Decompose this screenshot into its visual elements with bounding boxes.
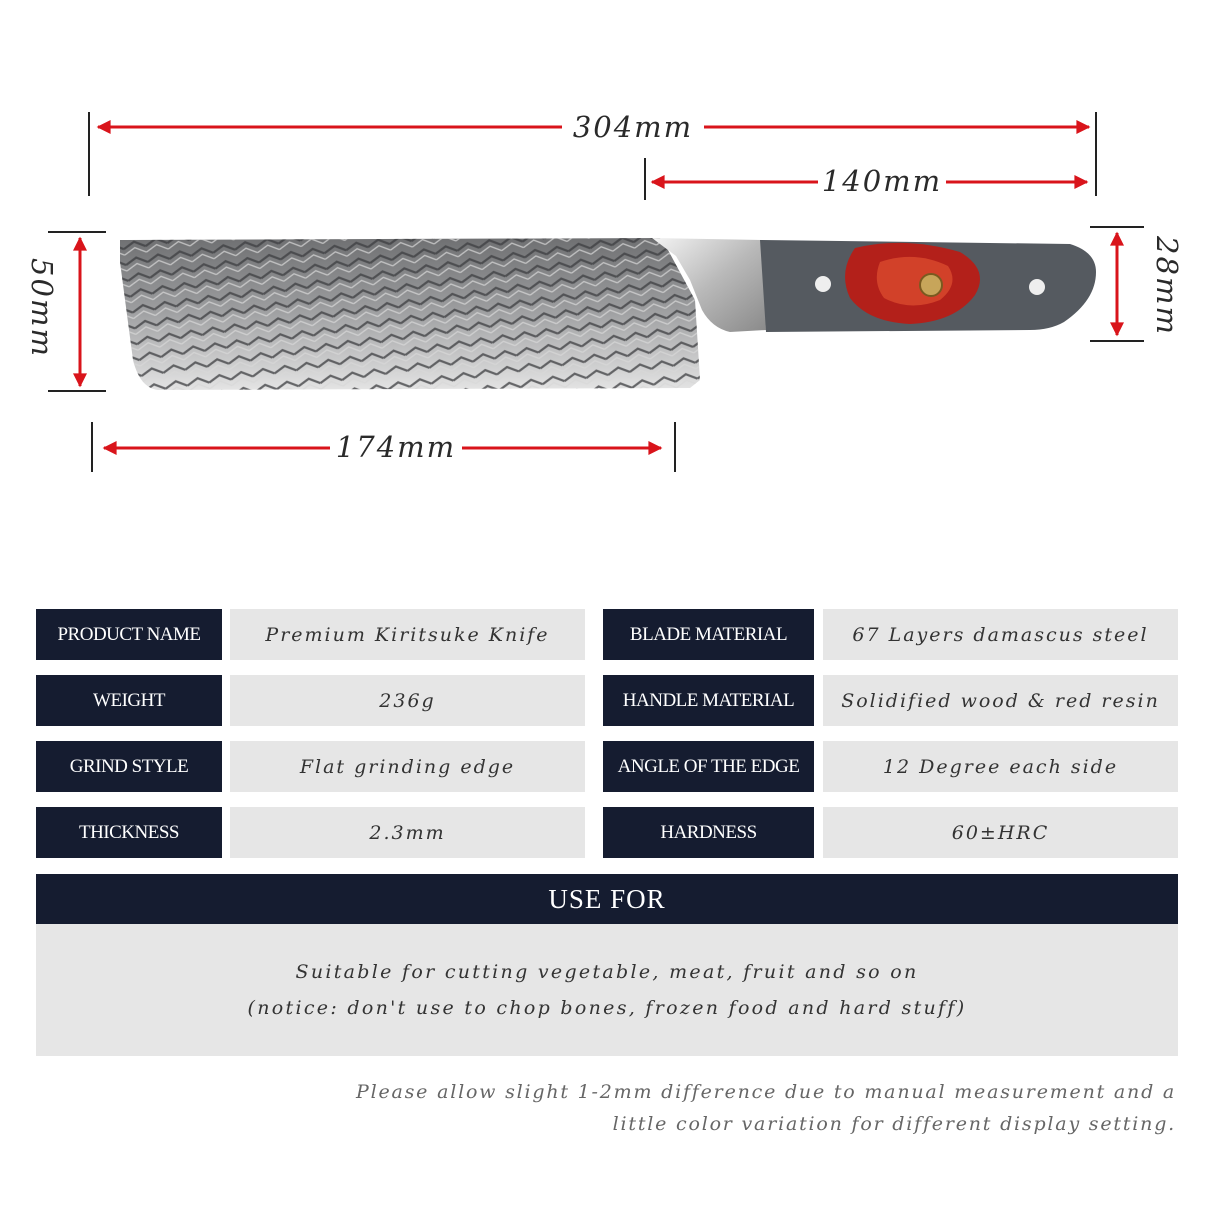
handle-mosaic-pin bbox=[920, 274, 942, 296]
spec-label-product-name: PRODUCT NAME bbox=[36, 609, 222, 660]
knife-dimension-diagram bbox=[0, 0, 1214, 520]
spec-label-handle-material: HANDLE MATERIAL bbox=[603, 675, 814, 726]
knife-image bbox=[120, 238, 1096, 390]
use-for-description: Suitable for cutting vegetable, meat, fruit and so on bbox=[295, 961, 919, 983]
spec-label-thickness: THICKNESS bbox=[36, 807, 222, 858]
spec-value-grind-style: Flat grinding edge bbox=[230, 741, 585, 792]
handle-rivet-1 bbox=[815, 276, 831, 292]
spec-value-product-name: Premium Kiritsuke Knife bbox=[230, 609, 585, 660]
blade-damascus-pattern bbox=[120, 238, 700, 390]
handle-length-label: 140mm bbox=[821, 164, 943, 198]
overall-length-dimension bbox=[89, 110, 1096, 196]
spec-value-edge-angle: 12 Degree each side bbox=[823, 741, 1178, 792]
spec-value-weight: 236g bbox=[230, 675, 585, 726]
spec-label-grind-style: GRIND STYLE bbox=[36, 741, 222, 792]
blade-height-dimension bbox=[25, 232, 106, 391]
measurement-note-line-1: Please allow slight 1-2mm difference due to manual measurement and a bbox=[356, 1081, 1176, 1103]
spec-value-hardness: 60±HRC bbox=[823, 807, 1178, 858]
handle-length-dimension bbox=[645, 158, 1087, 200]
use-for-heading: USE FOR bbox=[36, 874, 1178, 924]
blade-length-label: 174mm bbox=[335, 430, 457, 464]
handle-rivet-2 bbox=[1029, 279, 1045, 295]
use-for-notice: (notice: don't use to chop bones, frozen food and hard stuff) bbox=[247, 997, 967, 1019]
blade-height-label: 50mm bbox=[25, 258, 59, 358]
handle-height-label: 28mm bbox=[1150, 236, 1184, 336]
use-for-panel bbox=[36, 924, 1178, 1056]
spec-label-hardness: HARDNESS bbox=[603, 807, 814, 858]
spec-value-blade-material: 67 Layers damascus steel bbox=[823, 609, 1178, 660]
spec-value-handle-material: Solidified wood & red resin bbox=[823, 675, 1178, 726]
measurement-note-line-2: little color variation for different display setting. bbox=[612, 1113, 1176, 1135]
spec-label-weight: WEIGHT bbox=[36, 675, 222, 726]
overall-length-label: 304mm bbox=[572, 110, 694, 144]
spec-label-blade-material: BLADE MATERIAL bbox=[603, 609, 814, 660]
handle-height-dimension bbox=[1090, 227, 1184, 341]
spec-label-edge-angle: ANGLE OF THE EDGE bbox=[603, 741, 814, 792]
spec-value-thickness: 2.3mm bbox=[230, 807, 585, 858]
blade-length-dimension bbox=[92, 422, 675, 472]
